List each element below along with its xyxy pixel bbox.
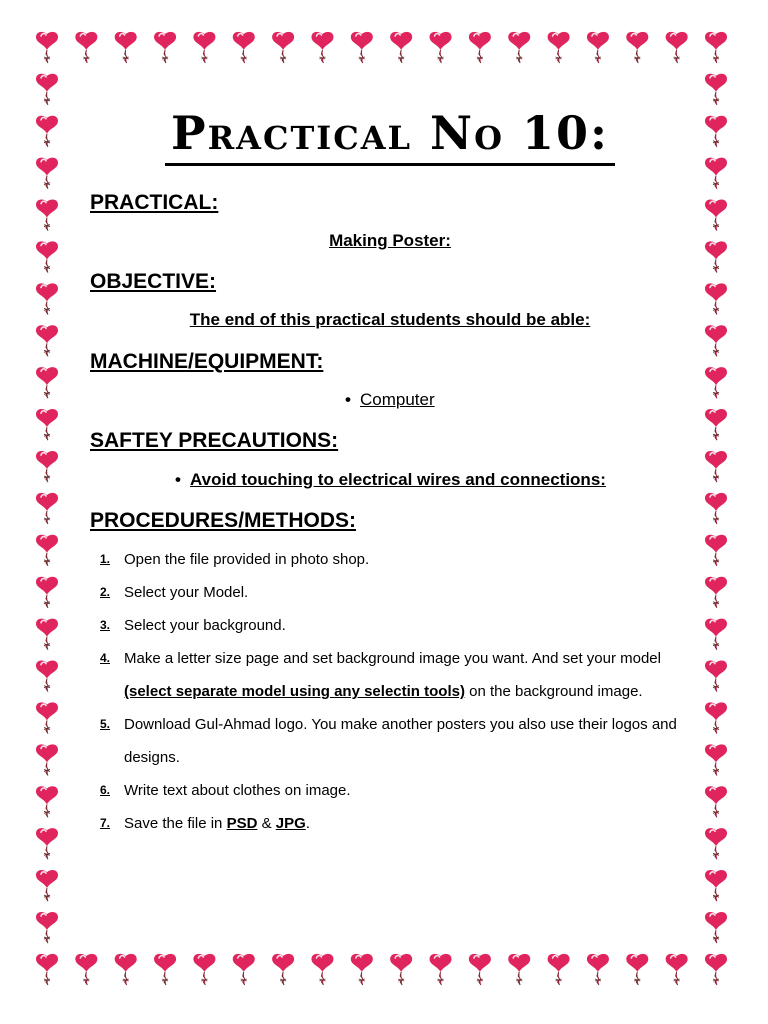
heart-balloon-icon bbox=[154, 32, 176, 63]
list-item: 7. Save the file in PSD & JPG. bbox=[100, 815, 310, 833]
heart-balloon-icon bbox=[36, 535, 58, 566]
heart-balloon-icon bbox=[193, 32, 215, 63]
bullet-icon: • bbox=[345, 389, 351, 409]
heart-balloon-icon bbox=[705, 200, 727, 231]
heart-balloon-icon bbox=[705, 661, 727, 692]
heart-balloon-icon bbox=[705, 116, 727, 147]
heart-balloon-icon bbox=[705, 158, 727, 189]
heart-balloon-icon bbox=[36, 158, 58, 189]
heart-balloon-icon bbox=[430, 954, 452, 985]
heart-balloon-icon bbox=[705, 828, 727, 859]
machine-heading: MACHINE/EQUIPMENT: bbox=[90, 349, 324, 373]
heart-balloon-icon bbox=[36, 241, 58, 272]
heart-balloon-icon bbox=[705, 702, 727, 733]
heart-balloon-icon bbox=[508, 32, 530, 63]
heart-balloon-icon bbox=[705, 409, 727, 440]
heart-balloon-icon bbox=[36, 577, 58, 608]
practical-text: Making Poster: bbox=[329, 230, 451, 250]
heart-balloon-icon bbox=[36, 744, 58, 775]
list-item: 2. Select your Model. bbox=[100, 584, 249, 602]
heart-balloon-icon bbox=[626, 954, 648, 985]
page-title: Practical No 10: bbox=[90, 108, 690, 166]
heart-balloon-icon bbox=[36, 702, 58, 733]
heart-balloon-icon bbox=[705, 283, 727, 314]
heart-balloon-icon bbox=[587, 32, 609, 63]
list-item: 1. Open the file provided in photo shop. bbox=[100, 551, 370, 569]
heart-balloon-icon bbox=[705, 786, 727, 817]
heart-balloon-icon bbox=[36, 283, 58, 314]
machine-item-text: Computer bbox=[360, 389, 435, 409]
heart-balloon-icon bbox=[390, 954, 412, 985]
heart-balloon-icon bbox=[36, 912, 58, 943]
heart-balloon-icon bbox=[705, 74, 727, 105]
heart-balloon-icon bbox=[430, 32, 452, 63]
safety-item-text: Avoid touching to electrical wires and connections: bbox=[190, 469, 606, 489]
heart-balloon-icon bbox=[75, 954, 97, 985]
heart-balloon-icon bbox=[233, 954, 255, 985]
objective-heading: OBJECTIVE: bbox=[90, 270, 217, 294]
heart-balloon-icon bbox=[548, 954, 570, 985]
heart-balloon-icon bbox=[548, 32, 570, 63]
heart-balloon-icon bbox=[705, 325, 727, 356]
heart-balloon-icon bbox=[75, 32, 97, 63]
heart-balloon-icon bbox=[390, 32, 412, 63]
heart-balloon-icon bbox=[705, 912, 727, 943]
heart-balloon-icon bbox=[587, 954, 609, 985]
heart-balloon-icon bbox=[36, 870, 58, 901]
heart-balloon-icon bbox=[36, 116, 58, 147]
heart-balloon-icon bbox=[36, 200, 58, 231]
heart-balloon-icon bbox=[233, 32, 255, 63]
document-content bbox=[90, 100, 690, 840]
heart-balloon-icon bbox=[666, 32, 688, 63]
heart-balloon-icon bbox=[36, 409, 58, 440]
heart-balloon-icon bbox=[469, 32, 491, 63]
heart-balloon-icon bbox=[193, 954, 215, 985]
heart-balloon-icon bbox=[154, 954, 176, 985]
heart-balloon-icon bbox=[272, 32, 294, 63]
heart-balloon-icon bbox=[666, 954, 688, 985]
list-item: 6. Write text about clothes on image. bbox=[100, 782, 351, 800]
practical-heading: PRACTICAL: bbox=[90, 190, 219, 214]
list-item: 4. Make a letter size page and set background image you want. And set your model (select separate model using any selectin tools) on the background image. bbox=[100, 650, 661, 701]
heart-balloon-icon bbox=[705, 32, 727, 63]
heart-balloon-icon bbox=[36, 493, 58, 524]
heart-balloon-icon bbox=[626, 32, 648, 63]
heart-balloon-icon bbox=[705, 241, 727, 272]
heart-balloon-icon bbox=[705, 577, 727, 608]
heart-balloon-icon bbox=[115, 32, 137, 63]
objective-text: The end of this practical students should be able: bbox=[189, 310, 591, 330]
safety-heading: SAFTEY PRECAUTIONS: bbox=[90, 429, 339, 453]
heart-balloon-icon bbox=[705, 367, 727, 398]
heart-balloon-icon bbox=[351, 954, 373, 985]
safety-item bbox=[90, 470, 690, 490]
heart-balloon-icon bbox=[705, 535, 727, 566]
procedures-heading: PROCEDURES/METHODS: bbox=[90, 508, 357, 532]
procedure-list bbox=[90, 543, 690, 840]
heart-balloon-icon bbox=[36, 954, 58, 985]
heart-balloon-icon bbox=[36, 74, 58, 105]
heart-balloon-icon bbox=[705, 744, 727, 775]
heart-balloon-icon bbox=[508, 954, 530, 985]
heart-balloon-icon bbox=[351, 32, 373, 63]
heart-balloon-icon bbox=[311, 954, 333, 985]
heart-balloon-icon bbox=[272, 954, 294, 985]
bullet-icon: • bbox=[175, 469, 181, 489]
heart-balloon-icon bbox=[705, 870, 727, 901]
heart-balloon-icon bbox=[36, 32, 58, 63]
heart-balloon-icon bbox=[705, 451, 727, 482]
heart-balloon-icon bbox=[705, 954, 727, 985]
heart-balloon-icon bbox=[469, 954, 491, 985]
heart-balloon-icon bbox=[36, 325, 58, 356]
list-item: 3. Select your background. bbox=[100, 617, 286, 635]
heart-balloon-icon bbox=[36, 451, 58, 482]
heart-balloon-icon bbox=[311, 32, 333, 63]
heart-balloon-icon bbox=[705, 493, 727, 524]
list-item: 5. Download Gul-Ahmad logo. You make another posters you also use their logos and designs. bbox=[100, 716, 677, 767]
heart-balloon-icon bbox=[36, 661, 58, 692]
machine-item bbox=[90, 390, 690, 410]
heart-balloon-icon bbox=[36, 619, 58, 650]
heart-balloon-icon bbox=[36, 828, 58, 859]
heart-balloon-icon bbox=[115, 954, 137, 985]
heart-balloon-icon bbox=[36, 786, 58, 817]
heart-balloon-icon bbox=[705, 619, 727, 650]
heart-balloon-icon bbox=[36, 367, 58, 398]
